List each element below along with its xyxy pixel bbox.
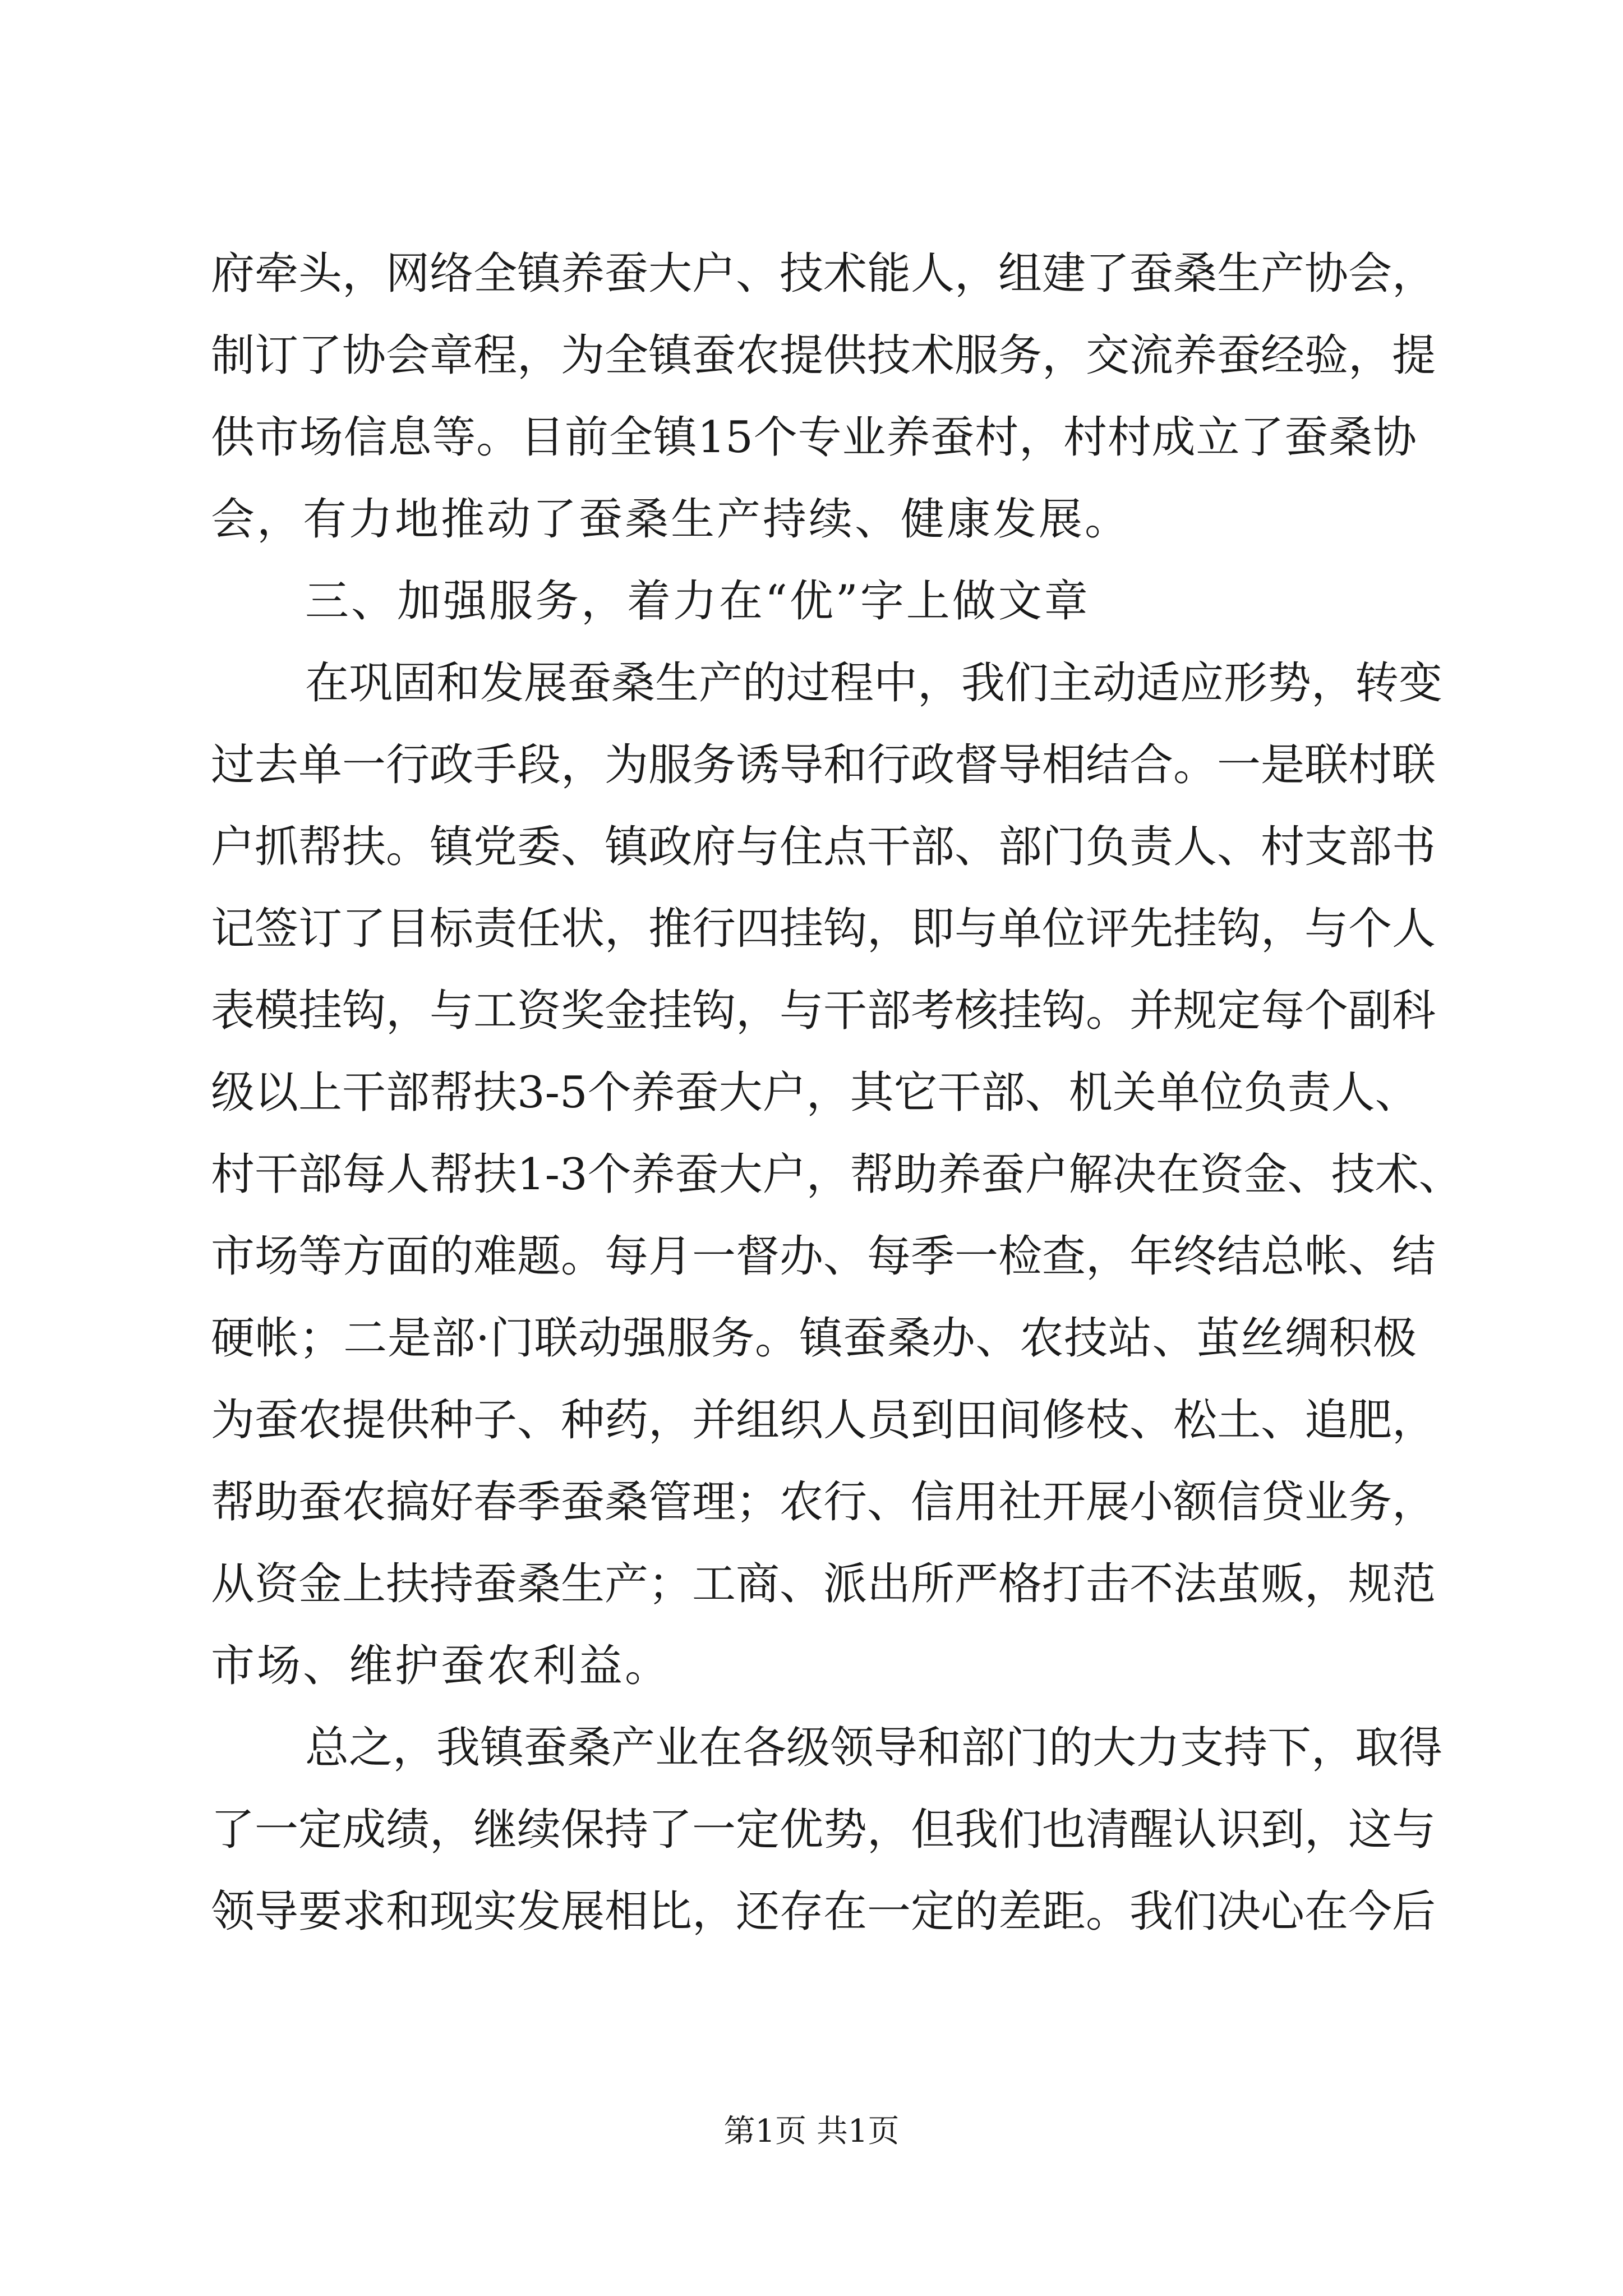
text-line: 市场等方面的难题。每月一督办、每季一检查，年终结总帐、结: [211, 1231, 1436, 1282]
text-line: 表模挂钩，与工资奖金挂钩，与干部考核挂钩。并规定每个副科: [211, 986, 1436, 1036]
text-line: 级以上干部帮扶3-5个养蚕大户，其它干部、机关单位负责人、: [211, 1068, 1419, 1118]
section-heading: 三、加强服务，着力在“优”字上做文章: [305, 576, 1090, 627]
text-line: 村干部每人帮扶1-3个养蚕大户，帮助养蚕户解决在资金、技术、: [211, 1149, 1463, 1200]
paragraph-start-line: 总之，我镇蚕桑产业在各级领导和部门的大力支持下，取得: [305, 1723, 1443, 1773]
text-line: 过去单一行政手段，为服务诱导和行政督导相结合。一是联村联: [211, 740, 1436, 790]
text-line: 府牵头，网络全镇养蚕大户、技术能人，组建了蚕桑生产协会，: [211, 249, 1436, 299]
text-line: 了一定成绩，继续保持了一定优势，但我们也清醒认识到，这与: [211, 1805, 1436, 1855]
text-line: 领导要求和现实发展相比，还存在一定的差距。我们决心在今后: [211, 1887, 1436, 1937]
text-line: 供市场信息等。目前全镇15个专业养蚕村，村村成立了蚕桑协: [211, 412, 1417, 463]
text-line: 为蚕农提供种子、种药，并组织人员到田间修枝、松土、追肥，: [211, 1395, 1436, 1446]
text-line: 户抓帮扶。镇党委、镇政府与住点干部、部门负责人、村支部书: [211, 822, 1436, 872]
text-line: 制订了协会章程，为全镇蚕农提供技术服务，交流养蚕经验，提: [211, 330, 1436, 381]
text-line: 记签订了目标责任状，推行四挂钩，即与单位评先挂钩，与个人: [211, 904, 1436, 954]
text-line: 帮助蚕农搞好春季蚕桑管理；农行、信用社开展小额信贷业务，: [211, 1477, 1436, 1527]
text-line: 从资金上扶持蚕桑生产；工商、派出所严格打击不法茧贩，规范: [211, 1559, 1436, 1609]
body-text: [211, 233, 1463, 1953]
page-number-footer: 第1页 共1页: [723, 2113, 900, 2150]
text-line: 市场、维护蚕农利益。: [211, 1641, 671, 1691]
text-line: 硬帐；二是部·门联动强服务。镇蚕桑办、农技站、茧丝绸积极: [211, 1313, 1417, 1364]
text-line: 会，有力地推动了蚕桑生产持续、健康发展。: [211, 494, 1131, 545]
paragraph-start-line: 在巩固和发展蚕桑生产的过程中，我们主动适应形势，转变: [305, 658, 1443, 708]
